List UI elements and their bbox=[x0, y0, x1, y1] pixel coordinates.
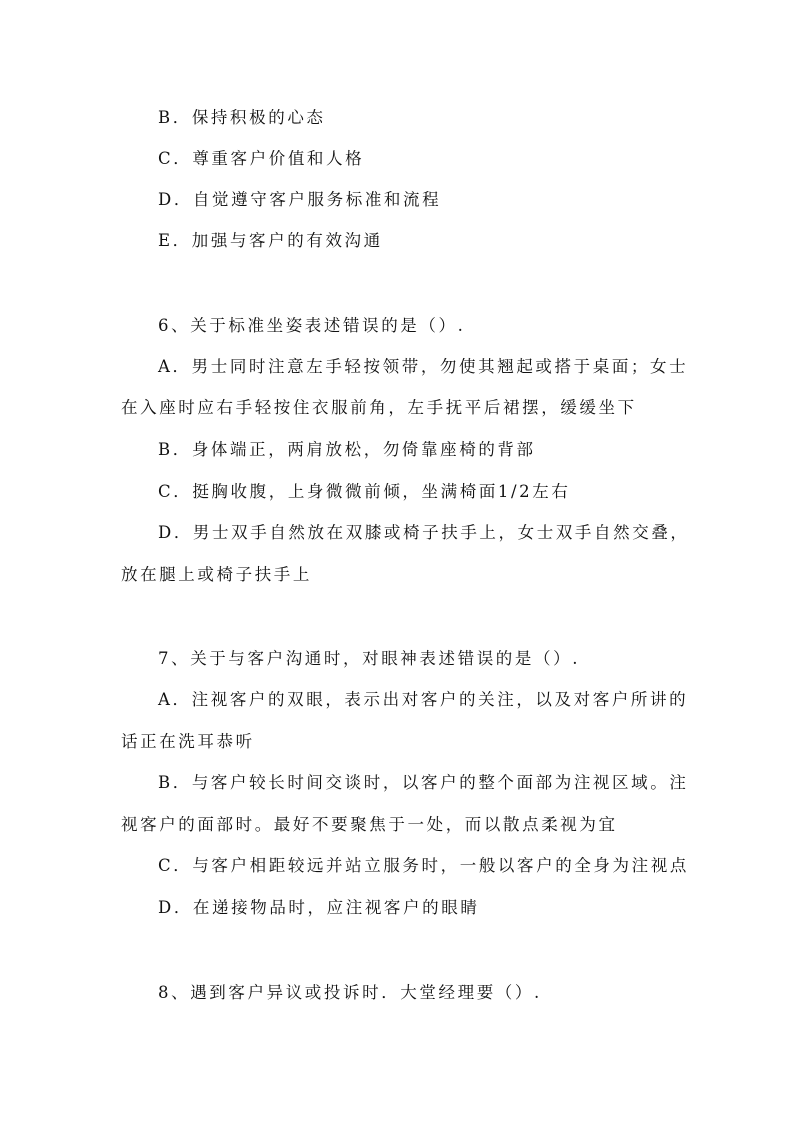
question-stem: 6、关于标准坐姿表述错误的是（）. bbox=[158, 316, 466, 335]
option-b: B．与客户较长时间交谈时，以客户的整个面部为注视区域。注 bbox=[158, 773, 689, 792]
option-a: A．男士同时注意左手轻按领带，勿使其翘起或搭于桌面；女士 bbox=[158, 357, 689, 376]
option-d: D．自觉遵守客户服务标准和流程 bbox=[158, 190, 442, 209]
option-b-continued: 视客户的面部时。最好不要聚焦于一处，而以散点柔视为宜 bbox=[121, 815, 618, 834]
option-c: C．挺胸收腹，上身微微前倾，坐满椅面1/2左右 bbox=[158, 482, 571, 501]
option-c: C．与客户相距较远并站立服务时，一般以客户的全身为注视点 bbox=[158, 856, 689, 875]
option-d: D．在递接物品时，应注视客户的眼睛 bbox=[158, 898, 480, 917]
option-e: E．加强与客户的有效沟通 bbox=[158, 231, 383, 250]
option-a-continued: 话正在洗耳恭听 bbox=[121, 732, 255, 751]
option-b: B．保持积极的心态 bbox=[158, 108, 326, 127]
question-stem: 8、遇到客户异议或投诉时．大堂经理要（）. bbox=[158, 983, 542, 1002]
option-a: A．注视客户的双眼，表示出对客户的关注，以及对客户所讲的 bbox=[158, 690, 689, 709]
option-d-continued: 放在腿上或椅子扶手上 bbox=[121, 565, 312, 584]
question-stem: 7、关于与客户沟通时，对眼神表述错误的是（）. bbox=[158, 649, 581, 668]
option-a-continued: 在入座时应右手轻按住衣服前角，左手抚平后裙摆，缓缓坐下 bbox=[121, 398, 637, 417]
option-b: B．身体端正，两肩放松，勿倚靠座椅的背部 bbox=[158, 440, 536, 459]
option-c: C．尊重客户价值和人格 bbox=[158, 149, 365, 168]
option-d: D．男士双手自然放在双膝或椅子扶手上，女士双手自然交叠， bbox=[158, 523, 690, 542]
